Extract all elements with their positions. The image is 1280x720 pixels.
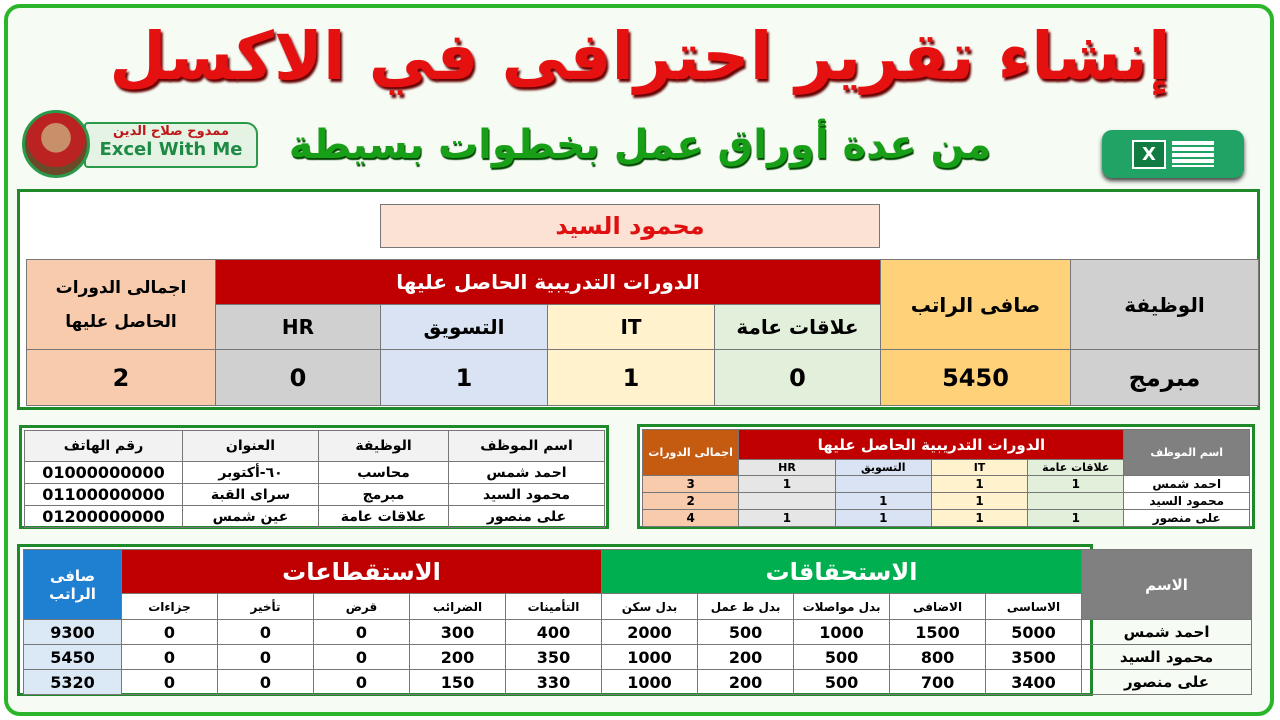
cell: 1 <box>739 476 835 493</box>
net-salary-header: صافى الراتب <box>881 260 1071 350</box>
cell: 1 <box>1028 510 1124 527</box>
cell: 0 <box>218 670 314 695</box>
author-name-en: Excel With Me <box>99 139 243 160</box>
cell: مبرمج <box>319 484 449 506</box>
salaries-table <box>23 549 1252 695</box>
table-row <box>24 620 1252 645</box>
salary-col-header: تأخير <box>218 594 314 620</box>
cell: 3 <box>643 476 739 493</box>
name-header: اسم الموظف <box>1124 430 1250 476</box>
it-value: 1 <box>548 350 715 406</box>
cell: 2000 <box>602 620 698 645</box>
courses-table <box>642 429 1250 527</box>
cell: 1 <box>739 510 835 527</box>
cell: محمود السيد <box>1082 645 1252 670</box>
cell: 0 <box>314 620 410 645</box>
cell: 1 <box>835 510 931 527</box>
total-header: اجمالى الدورات <box>643 430 739 476</box>
salary-col-header: بدل سكن <box>602 594 698 620</box>
cell: 0 <box>314 670 410 695</box>
col-header-address: العنوان <box>183 431 319 462</box>
cell: 1000 <box>794 620 890 645</box>
cell: 1 <box>835 493 931 510</box>
courses-panel <box>637 424 1255 529</box>
job-value: مبرمج <box>1071 350 1259 406</box>
job-header: الوظيفة <box>1071 260 1259 350</box>
cell: 0 <box>122 670 218 695</box>
cell <box>835 476 931 493</box>
courses-header: الدورات التدريبية الحاصل عليها <box>216 260 881 305</box>
cell: 5000 <box>986 620 1082 645</box>
salary-col-header: بدل ط عمل <box>698 594 794 620</box>
salary-col-header: قرض <box>314 594 410 620</box>
employees-panel <box>19 425 609 529</box>
cell: 1 <box>931 493 1027 510</box>
excel-x-letter: X <box>1132 140 1166 169</box>
deductions-header: الاستقطاعات <box>122 550 602 594</box>
report-table <box>26 259 1259 406</box>
total-courses-header: اجمالى الدورات الحاصل عليها <box>27 260 216 350</box>
cell: 1000 <box>602 645 698 670</box>
main-title: إنشاء تقرير احترافى في الاكسل <box>109 18 1171 95</box>
cell: 0 <box>218 620 314 645</box>
cell: 3400 <box>986 670 1082 695</box>
cell: 01000000000 <box>25 462 183 484</box>
pr-header: علاقات عامة <box>1028 460 1124 476</box>
table-row <box>643 493 1250 510</box>
cell: 0 <box>218 645 314 670</box>
author-logo <box>22 110 258 180</box>
cell: محاسب <box>319 462 449 484</box>
cell: 400 <box>506 620 602 645</box>
cell: 500 <box>698 620 794 645</box>
cell: 5320 <box>24 670 122 695</box>
table-row <box>25 484 605 506</box>
col-header-phone: رقم الهاتف <box>25 431 183 462</box>
pr-header: علاقات عامة <box>715 305 881 350</box>
table-row <box>643 476 1250 493</box>
cell: 0 <box>122 645 218 670</box>
cell: احمد شمس <box>449 462 605 484</box>
cell: احمد شمس <box>1124 476 1250 493</box>
name-header: الاسم <box>1082 550 1252 620</box>
cell: 800 <box>890 645 986 670</box>
subtitle: من عدة أوراق عمل بخطوات بسيطة <box>288 122 992 168</box>
cell <box>1028 493 1124 510</box>
excel-icon <box>1102 130 1244 178</box>
marketing-header: التسويق <box>835 460 931 476</box>
cell: 1500 <box>890 620 986 645</box>
salary-col-header: جزاءات <box>122 594 218 620</box>
cell: 1000 <box>602 670 698 695</box>
cell: على منصور <box>449 506 605 528</box>
cell <box>739 493 835 510</box>
cell: على منصور <box>1124 510 1250 527</box>
cell: 150 <box>410 670 506 695</box>
pr-value: 0 <box>715 350 881 406</box>
table-row <box>25 462 605 484</box>
cell: 01200000000 <box>25 506 183 528</box>
employee-name-box[interactable]: محمود السيد <box>380 204 880 248</box>
cell: عين شمس <box>183 506 319 528</box>
net-salary-header: صافى الراتب <box>24 550 122 620</box>
salary-col-header: الاساسى <box>986 594 1082 620</box>
cell: 300 <box>410 620 506 645</box>
cell: 4 <box>643 510 739 527</box>
marketing-value: 1 <box>381 350 548 406</box>
it-header: IT <box>931 460 1027 476</box>
cell: 0 <box>314 645 410 670</box>
salary-col-header: الاضافى <box>890 594 986 620</box>
col-header-job: الوظيفة <box>319 431 449 462</box>
cell: 330 <box>506 670 602 695</box>
salary-col-header: التأمينات <box>506 594 602 620</box>
cell: 350 <box>506 645 602 670</box>
cell: 9300 <box>24 620 122 645</box>
hr-value: 0 <box>216 350 381 406</box>
cell: 01100000000 <box>25 484 183 506</box>
cell: محمود السيد <box>449 484 605 506</box>
cell: احمد شمس <box>1082 620 1252 645</box>
cell: سراى القبة <box>183 484 319 506</box>
cell: 3500 <box>986 645 1082 670</box>
cell: 700 <box>890 670 986 695</box>
cell: 1 <box>1028 476 1124 493</box>
cell: ٦٠-أكتوبر <box>183 462 319 484</box>
cell: 500 <box>794 670 890 695</box>
cell: على منصور <box>1082 670 1252 695</box>
it-header: IT <box>548 305 715 350</box>
salary-col-header: الضرائب <box>410 594 506 620</box>
net-salary-value: 5450 <box>881 350 1071 406</box>
cell: 2 <box>643 493 739 510</box>
table-row <box>25 506 605 528</box>
cell: 0 <box>122 620 218 645</box>
author-name-ar: ممدوح صلاح الدين <box>112 124 229 139</box>
table-row <box>643 510 1250 527</box>
hr-header: HR <box>739 460 835 476</box>
cell: محمود السيد <box>1124 493 1250 510</box>
salary-col-header: بدل مواصلات <box>794 594 890 620</box>
employees-table <box>24 430 605 528</box>
table-row <box>24 645 1252 670</box>
logo-label <box>84 122 258 168</box>
salaries-panel <box>17 544 1214 696</box>
cell: 5450 <box>24 645 122 670</box>
courses-group-header: الدورات التدريبية الحاصل عليها <box>739 430 1124 460</box>
avatar <box>22 110 90 178</box>
col-header-name: اسم الموظف <box>449 431 605 462</box>
cell: 500 <box>794 645 890 670</box>
cell: 1 <box>931 510 1027 527</box>
earnings-header: الاستحقاقات <box>602 550 1082 594</box>
hr-header: HR <box>216 305 381 350</box>
cell: 200 <box>698 645 794 670</box>
cell: 1 <box>931 476 1027 493</box>
total-courses-value: 2 <box>27 350 216 406</box>
report-panel <box>17 189 1260 410</box>
table-row <box>24 670 1252 695</box>
cell: 200 <box>410 645 506 670</box>
cell: علاقات عامة <box>319 506 449 528</box>
marketing-header: التسويق <box>381 305 548 350</box>
cell: 200 <box>698 670 794 695</box>
grid-icon <box>1172 141 1214 167</box>
